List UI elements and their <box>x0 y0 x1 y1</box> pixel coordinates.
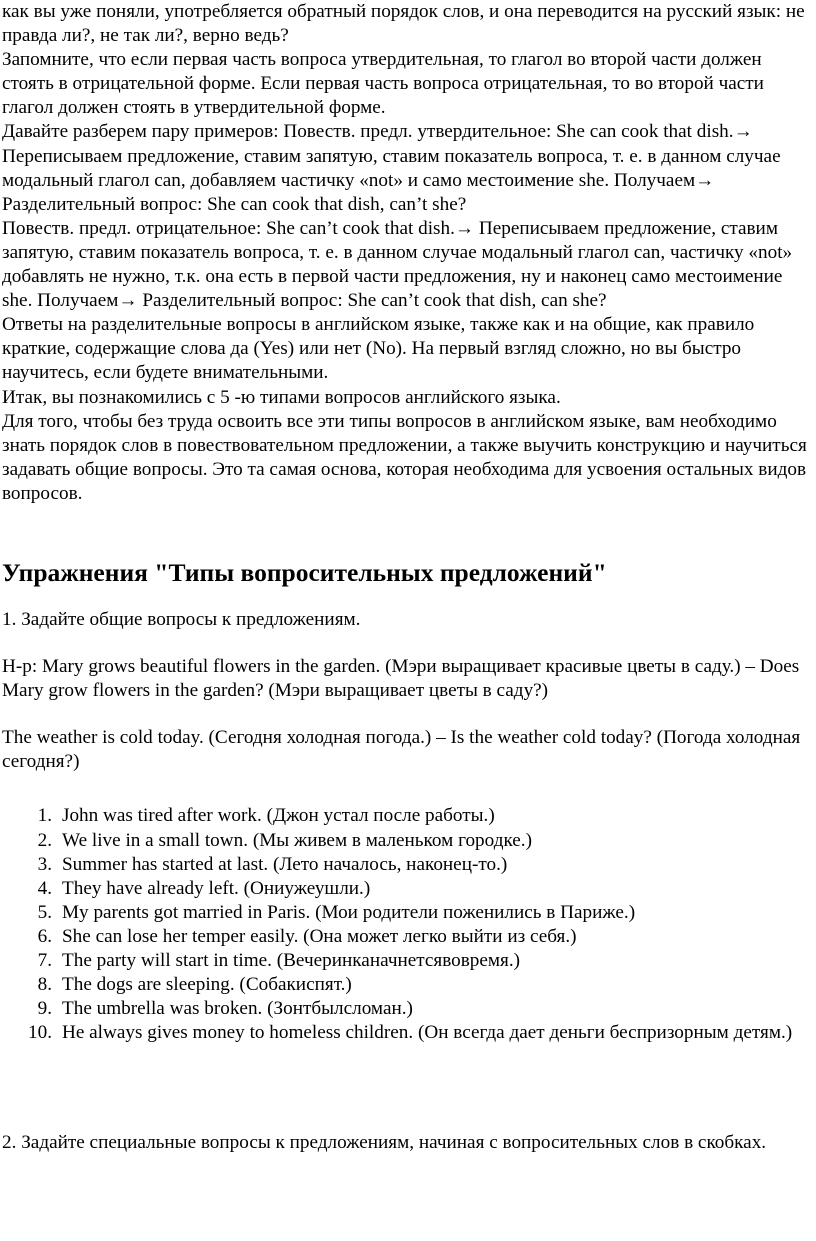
list-item-text: Summer has started at last. (Лето началось, наконец-то.) <box>62 853 508 875</box>
list-item-text: They have already left. (Ониужеушли.) <box>62 877 371 899</box>
list-item-number: 10. <box>28 1022 52 1044</box>
list-item-text: She can lose her temper easily. (Она может легко выйти из себя.) <box>62 925 577 947</box>
intro-paragraph: Итак, вы познакомились с 5 -ю типами вопросов английского языка. <box>2 386 561 408</box>
task-1-instruction: 1. Задайте общие вопросы к предложениям. <box>2 608 361 630</box>
list-item <box>2 829 810 853</box>
exercises-heading: Упражнения "Типы вопросительных предложений" <box>2 557 607 587</box>
intro-text <box>2 0 810 506</box>
intro-paragraph: Повеств. предл. отрицательное: She can’t cook that dish.→ Переписываем предложение, ставим запятую, ставим показатель вопроса, т. е. в данном случае модальный глагол can, частичку «not» добавлять не нужно, т.к. она есть в первой части предложения, ну и наконец само местоимение she. Получаем→ Разделительный вопрос: She can’t cook that dish, can she? <box>2 217 793 312</box>
list-item-number: 2. <box>37 829 52 851</box>
example-2: The weather is cold today. (Сегодня холодная погода.) – Is the weather cold today? (Погода холодная сегодня?) <box>2 727 801 773</box>
list-item <box>2 853 810 877</box>
list-item-text: He always gives money to homeless children. (Он всегда дает деньги беспризорным детям.) <box>62 1022 793 1044</box>
list-item-number: 4. <box>37 877 52 899</box>
list-item <box>2 1021 810 1045</box>
example-1: Н-р: Mary grows beautiful flowers in the garden. (Мэри выращивает красивые цветы в саду.) – Does Mary grow flowers in the garden? (Мэри выращивает цветы в саду?) <box>2 656 800 702</box>
list-item-text: The dogs are sleeping. (Собакиспят.) <box>62 974 352 996</box>
list-item-number: 7. <box>37 950 52 971</box>
list-item <box>2 949 810 973</box>
intro-paragraph: Для того, чтобы без труда освоить все эти типы вопросов в английском языке, вам необходимо знать порядок слов в повествовательном предложении, а также выучить конструкцию и научиться задавать общие вопросы. Это та самая основа, которая необходима для усвоения остальных видов вопросов. <box>2 410 807 504</box>
intro-paragraph: как вы уже поняли, употребляется обратный порядок слов, и она переводится на русский язык: не правда ли?, не так ли?, верно ведь? <box>2 1 805 47</box>
list-item <box>2 804 810 828</box>
list-item <box>2 925 810 949</box>
list-item-text: The party will start in time. (Вечеринканачнетсявовремя.) <box>62 950 521 971</box>
list-item <box>2 973 810 997</box>
list-item <box>2 997 810 1021</box>
list-item-number: 6. <box>37 925 52 947</box>
list-item-number: 8. <box>37 974 52 996</box>
list-item <box>2 901 810 925</box>
list-item-text: The umbrella was broken. (Зонтбылсломан.) <box>62 998 413 1020</box>
document-page <box>2 0 810 1155</box>
list-item-number: 5. <box>37 901 52 923</box>
list-item-text: My parents got married in Paris. (Мои родители поженились в Париже.) <box>62 901 636 923</box>
intro-paragraph: Ответы на разделительные вопросы в английском языке, также как и на общие, как правило краткие, содержащие слова да (Yes) или нет (No). На первый взгляд сложно, но вы быстро научитесь, если будете внимательными. <box>2 314 755 384</box>
list-item-number: 9. <box>37 998 52 1020</box>
intro-paragraph: Давайте разберем пару примеров: Повеств. предл. утвердительное: She can cook that dish.→ Переписываем предложение, ставим запятую, ставим показатель вопроса, т. е. в данном случае модальный глагол can, добавляем частичку «not» и само местоимение she. Получаем→ Разделительный вопрос: She can cook that dish, can’t she? <box>2 121 781 215</box>
exercise-list <box>2 804 810 1045</box>
task-2-instruction: 2. Задайте специальные вопросы к предложениям, начиная с вопросительных слов в скобках. <box>2 1132 767 1154</box>
list-item-text: John was tired after work. (Джон устал после работы.) <box>62 805 495 827</box>
intro-paragraph: Запомните, что если первая часть вопроса утвердительная, то глагол во второй части должен стоять в отрицательной форме. Если первая часть вопроса отрицательная, то во второй части глагол должен стоять в утвердительной форме. <box>2 49 764 119</box>
list-item-text: We live in a small town. (Мы живем в маленьком городке.) <box>62 829 532 851</box>
list-item <box>2 877 810 901</box>
list-item-number: 3. <box>37 853 52 875</box>
list-item-number: 1. <box>37 805 52 827</box>
